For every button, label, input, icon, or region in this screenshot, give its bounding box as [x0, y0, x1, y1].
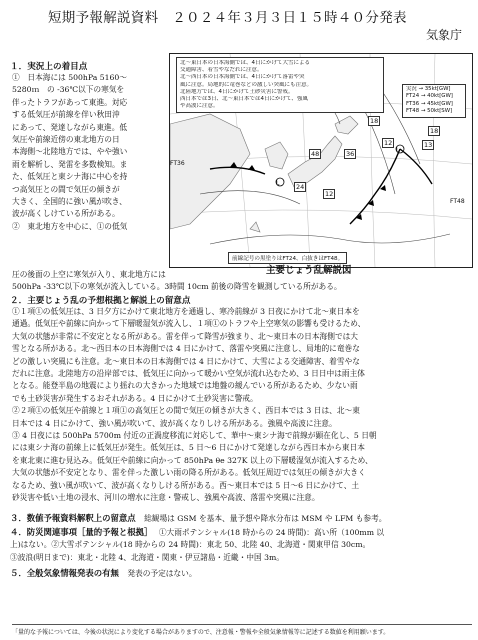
s4-line: ③波浪(明日まで)：東北・北陸 4、北海道・関東・伊豆諸島・近畿・中国 3m。 [10, 552, 284, 562]
legend-line: や高波に注意。 [180, 103, 219, 110]
map-caption: 主要じょう乱解説図 [266, 265, 352, 276]
section-5-text: 発表の予定はない。 [127, 569, 197, 578]
s4-line: ①大雨ポテンシャル(18 時からの 24 時間)：高い所（100mm 以 [158, 528, 385, 537]
svg-text:L: L [276, 180, 280, 187]
s2-line: ③ 4 日夜には 500hPa 5700m 付近の正渦度移流に対応して、華中〜東シナ海で前線が顕在化し、5 日朝 [12, 431, 377, 441]
s1-line: 本海側〜北陸地方では、やや強い [12, 147, 128, 157]
forecast-time-label: 13 [424, 141, 433, 149]
s2-line: を東北東に進む見込み。低気圧や前線に向かって 850hPa θe 327K 以上の下層暖湿気が流入するため、 [12, 455, 373, 465]
legend-line: 北陸地方では、4日にかけて土砂災害に警戒。 [180, 88, 294, 95]
key-line: FT48 → 50kt[SW] [406, 108, 453, 115]
key-line: FT24 → 40kt[GW] [406, 93, 453, 100]
s1-line: する低気圧が前線を伴い秋田沖 [12, 110, 120, 120]
s2-line: となる。能登半島の地震により揺れの大きかった地域では地盤の緩んでいる所があるため、少ない雨 [12, 381, 358, 391]
section-4 [10, 526, 468, 564]
legend-line: 交通障害、着雪やなだれに注意。 [180, 67, 263, 74]
s2-line: 大気の状態が非常に不安定となる所がある。雷を伴って降雪が強まり、北〜東日本の日本海側では大 [12, 331, 358, 341]
s1-line: 波が高くしけている所がある。 [12, 209, 120, 219]
weather-map [169, 53, 473, 268]
section-3-text: 総観場は GSM を基本、量予想や降水分布は MSM や LFM も参考。 [144, 514, 387, 523]
section-1-body-wide [12, 269, 470, 294]
s1-line: ② 東北地方を中心に、①の低気 [12, 221, 128, 231]
svg-text:L: L [396, 147, 400, 154]
forecast-time-label: 36 [346, 150, 355, 158]
key-line: 実況 → 35kt[GW] [406, 86, 451, 92]
s1-line: 圧の後面の上空に寒気が入り、東北地方には [12, 270, 166, 279]
s1-line: 雨を解析し、発雷を多数検知。ま [12, 159, 128, 169]
page-title: 短期予報解説資料 ２０２４年３月３日１５時４０分発表 [48, 10, 407, 26]
s4-line: 上)はない。②大雪ポテンシャル(18 時からの 24 時間)：東北 50、北陸 40、北海道・関東甲信 30cm。 [10, 540, 371, 550]
section-5-heading: ５．全般気象情報発表の有無 [10, 568, 119, 578]
forecast-time-label: 12 [325, 190, 334, 198]
wind-key-box [402, 84, 466, 118]
s1-line: 気圧や前線近傍の東北地方の日 [12, 135, 120, 145]
section-5 [10, 567, 468, 580]
s2-line: には東シナ海の前線上に低気圧が発生。低気圧は、5 日〜6 日にかけて発達しながら西日本から東日本 [12, 443, 365, 453]
key-line: FT36 → 45kt[GW] [406, 100, 453, 107]
legend-line: 北〜東日本の日本海側では、4日にかけて大雪による [180, 60, 311, 66]
s1-line: た、低気圧と東シナ海に中心を持 [12, 172, 128, 182]
section-3-heading: ３．数値予報資料解釈上の留意点 [10, 513, 136, 523]
forecast-time-label: 18 [430, 127, 439, 135]
s2-line: どの激しい突風にも注意。北〜東日本の日本海側では 4 日にかけて、大雪による交通障害、着雪やな [12, 356, 360, 366]
s2-line: 大気の状態が不安定となり、雷を伴った激しい雨の降る所がある。低気圧周辺では気圧の傾きが大きく [12, 468, 366, 478]
s1-line: 5280ｍ の -36℃以下の寒気を [12, 85, 125, 95]
s2-line: 通過。低気圧や前線に向かって下層暖湿気が流入し、１項①のトラフや上空寒気の影響も受けるため、 [12, 319, 366, 329]
legend-line: 北〜西日本の日本海側では、4日にかけて落雷や突 [180, 74, 305, 81]
legend-line: 風に注意。局地的に竜巻などの激しい突風にも注意。 [180, 81, 313, 88]
section-5-line [10, 567, 468, 580]
s2-line: なるため、強い風が吹いて、波が高くなりしける所がある。西〜東日本では 5 日〜6 日にかけて、土 [12, 480, 360, 490]
legend-line: 西日本では3日、北〜東日本では4日にかけて、強風 [180, 96, 308, 103]
section-2-heading: ２．主要じょう乱の予想根拠と解説上の留意点 [10, 296, 191, 306]
s1-line: 500hPa -33℃以下の寒気が流入している。3時間 10cm 前後の降雪を観測している所がある。 [12, 282, 342, 292]
section-3-line [10, 512, 468, 525]
section-1-heading: １．実況上の着目点 [10, 62, 88, 72]
s2-line: 雪となる所がある。北〜西日本の日本海側では 4 日にかけて、落雷や突風に注意し、局地的に竜巻な [12, 344, 360, 354]
forecast-time-label: 12 [384, 139, 393, 147]
forecast-time-label: 48 [311, 150, 320, 158]
s1-line: 伴ったトラフがあって東進。対応 [12, 97, 128, 107]
s2-line: だれに注意。北陸地方の沿岸部では、低気圧に向かって暖かい空気が流れ込むため、3 日日中は雨主体 [12, 369, 365, 379]
section-3 [10, 512, 468, 525]
footnote: 「量的な予報については、今後の状況により変化する場合がありますので、注意報・警報や全般気象情報等に記述する数値を利用願います。 [12, 624, 472, 636]
issuer-label: 気象庁 [425, 28, 462, 42]
s2-line: ①１項①の低気圧は、3 日夕方にかけて東北地方を通過し、寒冷前線が 3 日夜にかけて北〜東日本を [12, 307, 360, 316]
ft36-label: FT36 [170, 160, 185, 167]
s1-line: 大きく、全国的に強い風が吹き、 [12, 197, 127, 207]
ft48-label: FT48 [450, 198, 465, 205]
s1-line: にあって、発達しながら東進。低 [12, 122, 128, 132]
s2-line: でも土砂災害が発生するおそれがある。4 日にかけて土砂災害に警戒。 [12, 393, 258, 403]
s2-line: ②２項①の低気圧や前線と１項①の高気圧との間で気圧の傾きが大きく、西日本では 3 日は、北〜東 [12, 406, 360, 416]
forecast-time-label: 24 [296, 183, 305, 191]
section-1-body [12, 72, 170, 233]
map-legend-box [176, 57, 384, 113]
s2-line: 日本では 4 日にかけて、強い風が吹いて、波が高くなりしける所がある。強風や高波に注意。 [12, 418, 337, 428]
front-symbol-note: 前線記号の黒塗りはFT24、白抜きはFT48。 [228, 252, 347, 264]
section-4-line [10, 526, 468, 539]
section-2-body [12, 306, 470, 505]
section-4-heading: ４．防災関連事項［量的予報と根拠］ [10, 527, 153, 537]
s2-line: 砂災害や低い土地の浸水、河川の増水に注意・警戒し、強風や高波、落雷や突風に注意。 [12, 493, 320, 503]
forecast-time-label: 18 [370, 117, 379, 125]
s1-line: ① 日本海には 500hPa 5160〜 [12, 73, 127, 82]
s1-line: つ高気圧との間で気圧の傾きが [12, 184, 120, 194]
